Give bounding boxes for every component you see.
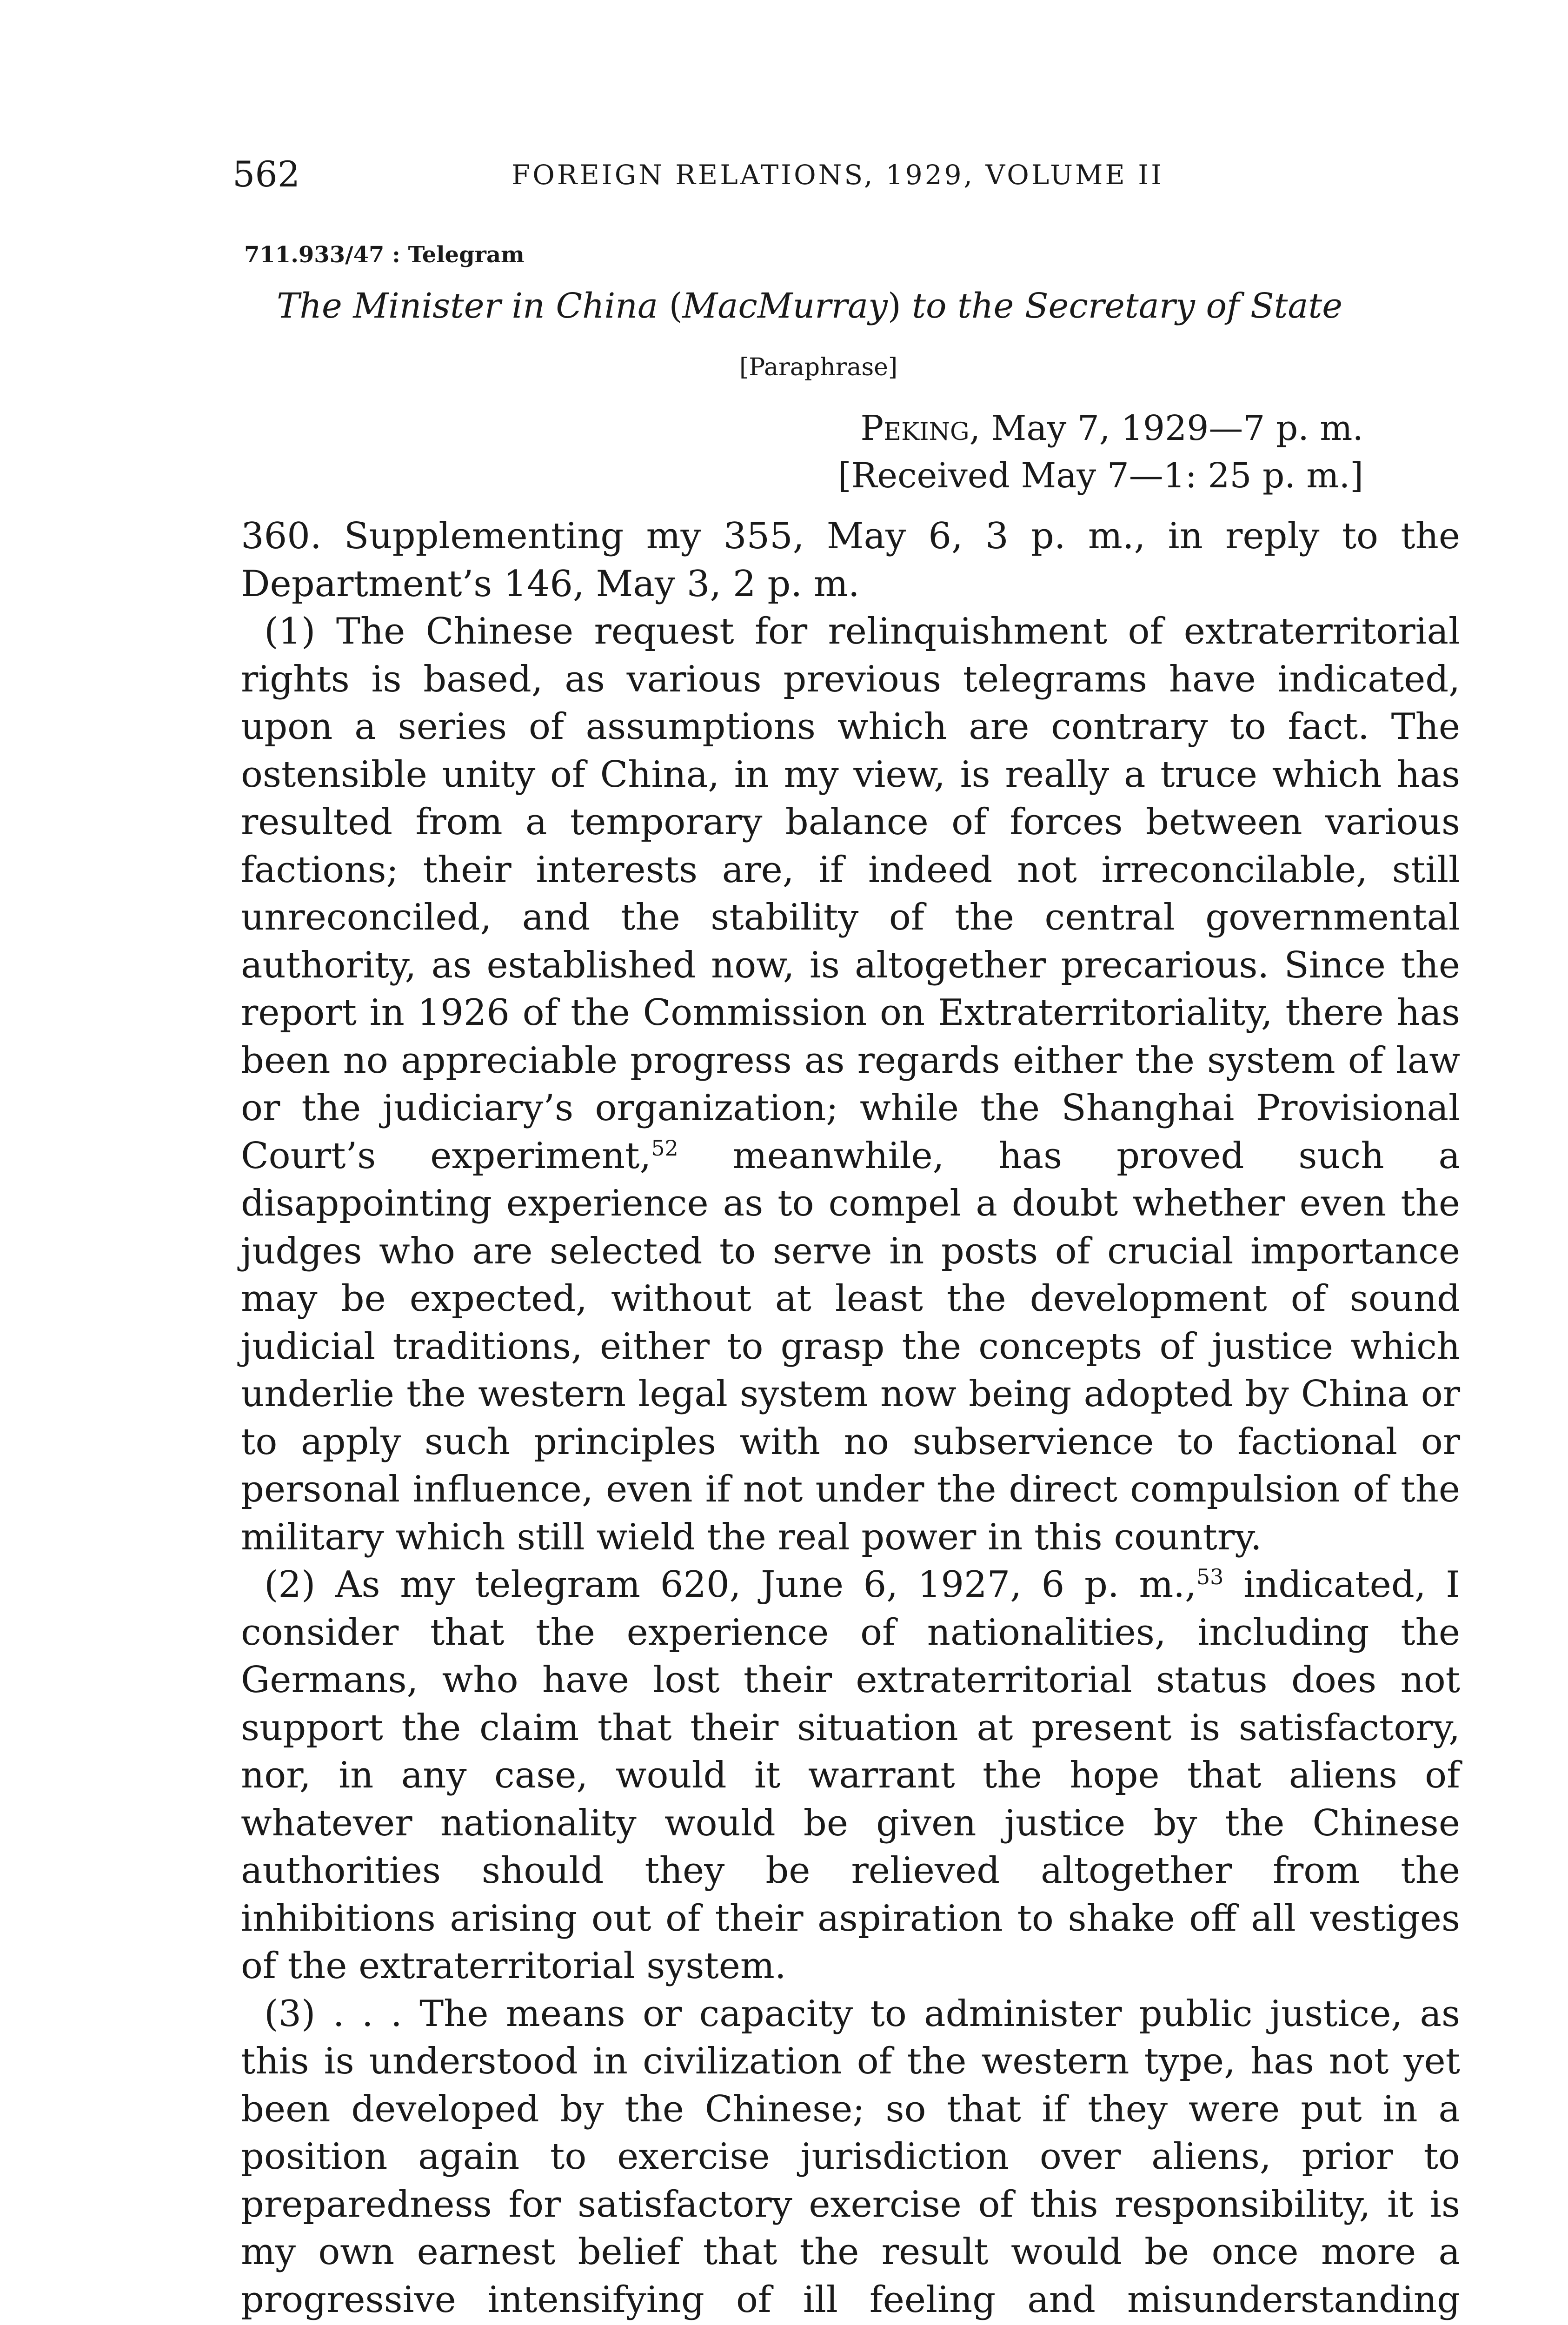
title-paren: ( [669, 286, 683, 326]
file-reference: 711.933/47 : Telegram [244, 242, 525, 268]
dateline-received: [Received May 7—1: 25 p. m.] [837, 456, 1363, 496]
page-header [233, 153, 1349, 205]
title-paren: ) [887, 286, 901, 326]
paragraph-text: indicated, I consider that the experience of nationalities, including the Germans, who have lost their extraterritorial status does not support the claim that their situation at present is satisfactory, nor, in any case, would it warrant the hope that aliens of whatever nationality would be given justice by the Chinese authorities should they be relieved altogether from the inhibitions arising out of their aspiration to shake off all vestiges of the extraterritorial system. [241, 1564, 1461, 1987]
dateline [838, 405, 1363, 499]
dateline-place: Peking [860, 408, 970, 448]
title-part: The Minister in China [277, 286, 669, 326]
paraphrase-note: [Paraphrase] [739, 353, 898, 381]
paragraph-2 [241, 1561, 1460, 1990]
title-author: MacMurray [682, 286, 888, 326]
paragraph-1 [241, 608, 1460, 1561]
footnote-ref: 53 [1196, 1564, 1224, 1589]
dateline-sent [838, 405, 1363, 452]
telegram-body [241, 512, 1460, 2325]
paragraph-text: (2) As my telegram 620, June 6, 1927, 6 p. m., [264, 1564, 1196, 1606]
paragraph-intro: 360. Supplementing my 355, May 6, 3 p. m., in reply to the Department’s 146, May 3, 2 p. m. [241, 515, 1460, 605]
running-head: FOREIGN RELATIONS, 1929, VOLUME II [512, 159, 1164, 191]
page-number: 562 [233, 153, 300, 195]
document-title [277, 286, 1342, 326]
dateline-date: , May 7, 1929—7 p. m. [969, 408, 1363, 448]
paragraph-text: meanwhile, has proved such a disappointing experience as to compel a doubt whether even the judges who are selected to serve in posts of crucial importance may be expected, without at least the development of sound judicial traditions, either to grasp the concepts of justice which underlie the western legal system now being adopted by China or to apply such principles with no subservience to factional or personal influence, even if not under the direct compulsion of the military which still wield the real power in this country. [241, 1135, 1461, 1558]
title-part: to the Secretary of State [901, 286, 1343, 326]
footnote-ref: 52 [651, 1135, 678, 1161]
paragraph-3: (3) . . . The means or capacity to administer public justice, as this is understood in civilization of the western type, has not yet been developed by the Chinese; so that if they were put in a position again to exercise jurisdiction over aliens, prior to preparedness for satisfactory exercise of this responsibility, it is my own earnest belief that the result would be once more a progressive intensifying of ill feeling and misunderstanding [241, 1993, 1460, 2321]
paragraph-text: (1) The Chinese request for relinquishment of extraterritorial rights is based, as various previous telegrams have indicated, upon a series of assumptions which are contrary to fact. The ostensible unity of China, in my view, is really a truce which has resulted from a temporary balance of forces between various factions; their interests are, if indeed not irreconcilable, still unreconciled, and the stability of the central governmental authority, as established now, is altogether precarious. Since the report in 1926 of the Commission on Extraterritoriality, there has been no appreciable progress as regards either the system of law or the judiciary’s organization; while the Shanghai Provisional Court’s experiment, [241, 611, 1460, 1177]
